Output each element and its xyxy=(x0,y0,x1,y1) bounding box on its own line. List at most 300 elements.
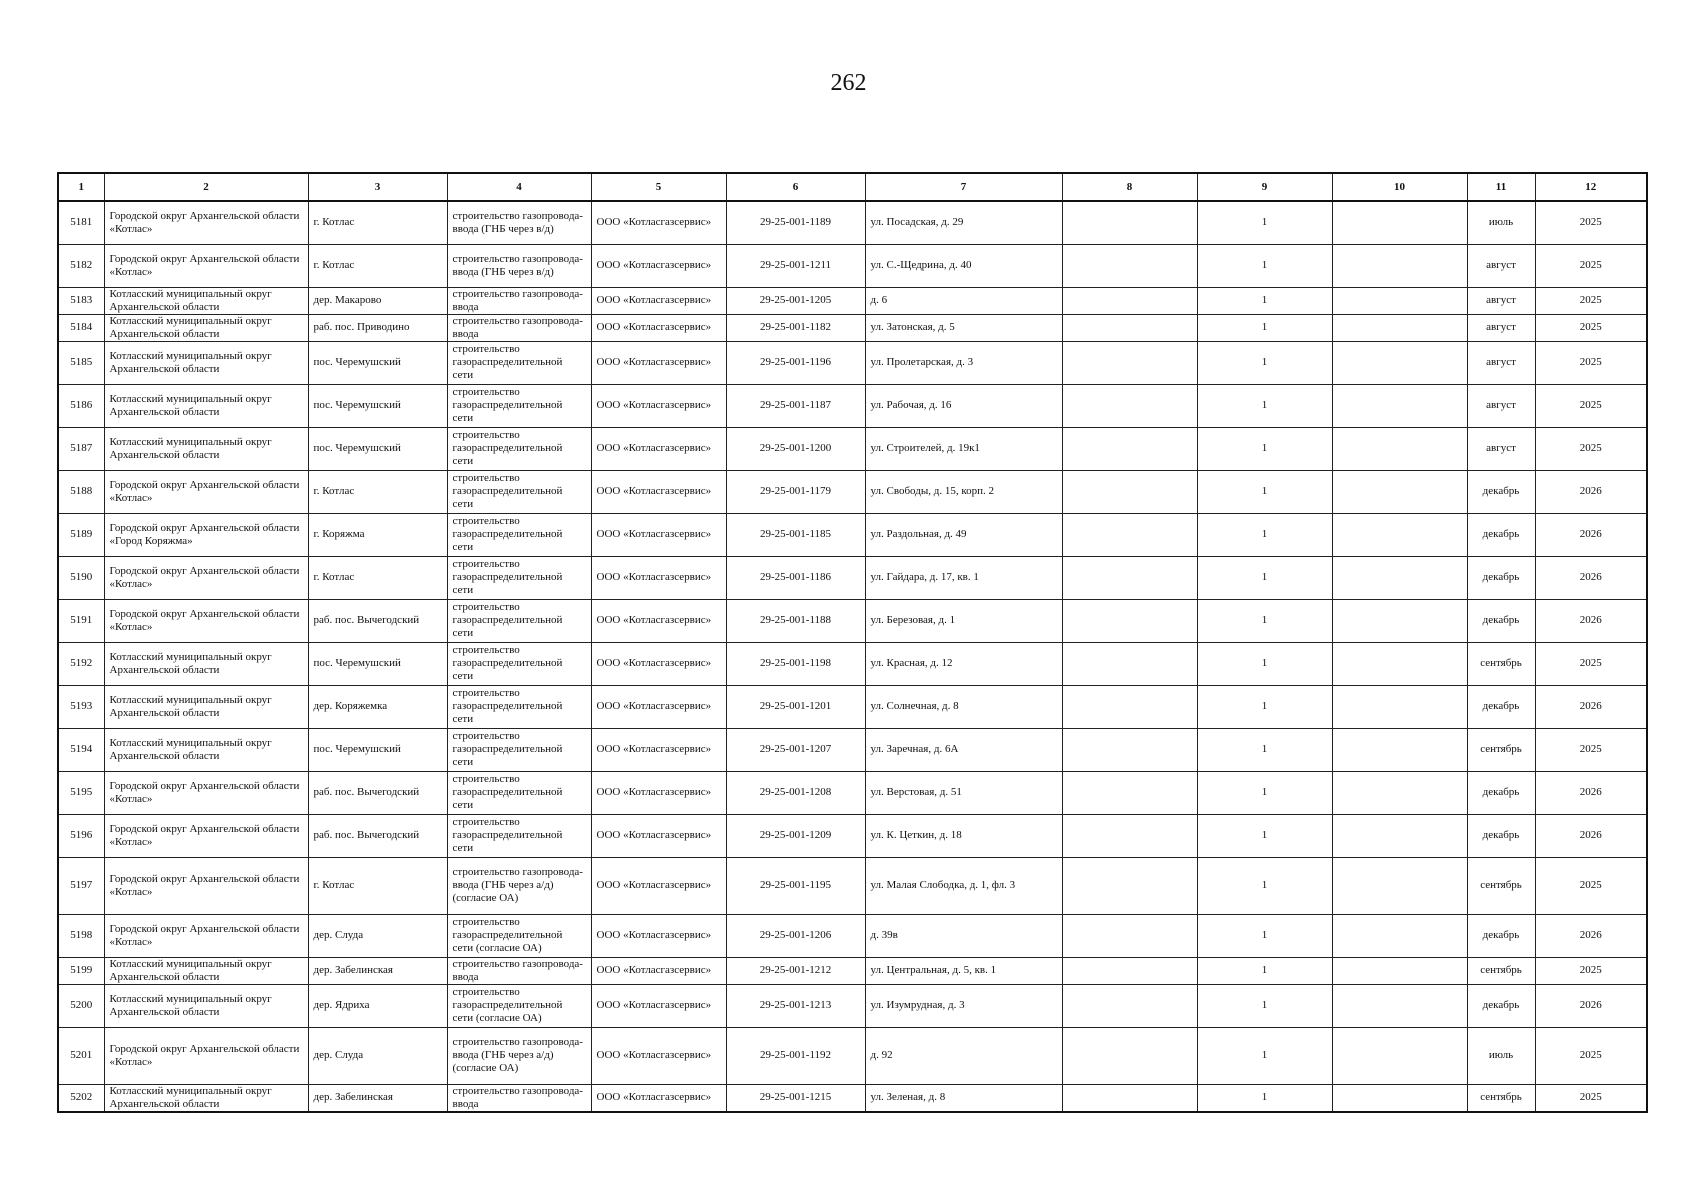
quantity-cell: 1 xyxy=(1197,984,1332,1027)
year-cell: 2026 xyxy=(1535,984,1647,1027)
quantity-cell: 1 xyxy=(1197,599,1332,642)
object-code-cell: 29-25-001-1195 xyxy=(726,857,865,914)
work-type-cell: строительство газораспределительной сети xyxy=(447,685,591,728)
quantity-cell: 1 xyxy=(1197,244,1332,287)
object-code-cell: 29-25-001-1213 xyxy=(726,984,865,1027)
locality-cell: г. Котлас xyxy=(308,201,447,244)
column-10-cell xyxy=(1332,857,1467,914)
table-row xyxy=(58,914,1647,957)
address-cell: ул. Заречная, д. 6А xyxy=(865,728,1062,771)
table-row xyxy=(58,728,1647,771)
locality-cell: дер. Забелинская xyxy=(308,957,447,984)
year-cell: 2026 xyxy=(1535,914,1647,957)
year-cell: 2025 xyxy=(1535,642,1647,685)
locality-cell: дер. Слуда xyxy=(308,914,447,957)
quantity-cell: 1 xyxy=(1197,341,1332,384)
row-number: 5190 xyxy=(58,556,104,599)
municipality-cell: Котласский муниципальный округ Архангельской области xyxy=(104,642,308,685)
column-header-6: 6 xyxy=(726,173,865,201)
organization-cell: ООО «Котласгазсервис» xyxy=(591,470,726,513)
column-8-cell xyxy=(1062,1027,1197,1084)
locality-cell: пос. Черемушский xyxy=(308,384,447,427)
column-8-cell xyxy=(1062,244,1197,287)
column-8-cell xyxy=(1062,957,1197,984)
address-cell: ул. Гайдара, д. 17, кв. 1 xyxy=(865,556,1062,599)
work-type-cell: строительство газопровода-ввода (ГНБ через в/д) xyxy=(447,244,591,287)
table-row xyxy=(58,556,1647,599)
organization-cell: ООО «Котласгазсервис» xyxy=(591,314,726,341)
object-code-cell: 29-25-001-1207 xyxy=(726,728,865,771)
column-8-cell xyxy=(1062,201,1197,244)
table-row xyxy=(58,427,1647,470)
locality-cell: г. Коряжма xyxy=(308,513,447,556)
locality-cell: пос. Черемушский xyxy=(308,427,447,470)
table-row xyxy=(58,857,1647,914)
quantity-cell: 1 xyxy=(1197,957,1332,984)
row-number: 5197 xyxy=(58,857,104,914)
locality-cell: пос. Черемушский xyxy=(308,341,447,384)
work-type-cell: строительство газораспределительной сети xyxy=(447,599,591,642)
organization-cell: ООО «Котласгазсервис» xyxy=(591,384,726,427)
column-header-11: 11 xyxy=(1467,173,1535,201)
object-code-cell: 29-25-001-1187 xyxy=(726,384,865,427)
column-8-cell xyxy=(1062,599,1197,642)
row-number: 5187 xyxy=(58,427,104,470)
locality-cell: раб. пос. Вычегодский xyxy=(308,771,447,814)
month-cell: август xyxy=(1467,314,1535,341)
year-cell: 2025 xyxy=(1535,201,1647,244)
table-row xyxy=(58,685,1647,728)
year-cell: 2025 xyxy=(1535,728,1647,771)
organization-cell: ООО «Котласгазсервис» xyxy=(591,201,726,244)
organization-cell: ООО «Котласгазсервис» xyxy=(591,642,726,685)
work-type-cell: строительство газораспределительной сети (согласие ОА) xyxy=(447,914,591,957)
month-cell: август xyxy=(1467,287,1535,314)
municipality-cell: Котласский муниципальный округ Архангельской области xyxy=(104,427,308,470)
quantity-cell: 1 xyxy=(1197,1084,1332,1112)
municipality-cell: Котласский муниципальный округ Архангельской области xyxy=(104,384,308,427)
column-8-cell xyxy=(1062,984,1197,1027)
locality-cell: пос. Черемушский xyxy=(308,728,447,771)
table-row xyxy=(58,201,1647,244)
month-cell: декабрь xyxy=(1467,814,1535,857)
organization-cell: ООО «Котласгазсервис» xyxy=(591,599,726,642)
address-cell: ул. Раздольная, д. 49 xyxy=(865,513,1062,556)
month-cell: декабрь xyxy=(1467,685,1535,728)
row-number: 5193 xyxy=(58,685,104,728)
object-code-cell: 29-25-001-1198 xyxy=(726,642,865,685)
municipality-cell: Котласский муниципальный округ Архангельской области xyxy=(104,1084,308,1112)
work-type-cell: строительство газораспределительной сети xyxy=(447,341,591,384)
column-8-cell xyxy=(1062,728,1197,771)
month-cell: декабрь xyxy=(1467,599,1535,642)
column-10-cell xyxy=(1332,914,1467,957)
row-number: 5201 xyxy=(58,1027,104,1084)
object-code-cell: 29-25-001-1205 xyxy=(726,287,865,314)
address-cell: ул. Верстовая, д. 51 xyxy=(865,771,1062,814)
row-number: 5199 xyxy=(58,957,104,984)
table-row xyxy=(58,771,1647,814)
table-row xyxy=(58,470,1647,513)
row-number: 5188 xyxy=(58,470,104,513)
quantity-cell: 1 xyxy=(1197,642,1332,685)
municipality-cell: Городской округ Архангельской области «Котлас» xyxy=(104,201,308,244)
column-8-cell xyxy=(1062,384,1197,427)
work-type-cell: строительство газопровода-ввода (ГНБ через а/д) (согласие ОА) xyxy=(447,857,591,914)
column-8-cell xyxy=(1062,914,1197,957)
column-10-cell xyxy=(1332,384,1467,427)
quantity-cell: 1 xyxy=(1197,513,1332,556)
municipality-cell: Котласский муниципальный округ Архангельской области xyxy=(104,728,308,771)
year-cell: 2025 xyxy=(1535,427,1647,470)
quantity-cell: 1 xyxy=(1197,685,1332,728)
object-code-cell: 29-25-001-1200 xyxy=(726,427,865,470)
locality-cell: г. Котлас xyxy=(308,556,447,599)
column-header-2: 2 xyxy=(104,173,308,201)
column-10-cell xyxy=(1332,984,1467,1027)
column-header-4: 4 xyxy=(447,173,591,201)
municipality-cell: Котласский муниципальный округ Архангельской области xyxy=(104,314,308,341)
organization-cell: ООО «Котласгазсервис» xyxy=(591,556,726,599)
locality-cell: раб. пос. Вычегодский xyxy=(308,814,447,857)
organization-cell: ООО «Котласгазсервис» xyxy=(591,427,726,470)
object-code-cell: 29-25-001-1211 xyxy=(726,244,865,287)
locality-cell: раб. пос. Вычегодский xyxy=(308,599,447,642)
municipality-cell: Городской округ Архангельской области «Котлас» xyxy=(104,814,308,857)
address-cell: ул. Посадская, д. 29 xyxy=(865,201,1062,244)
address-cell: д. 92 xyxy=(865,1027,1062,1084)
column-10-cell xyxy=(1332,287,1467,314)
column-header-9: 9 xyxy=(1197,173,1332,201)
address-cell: ул. Затонская, д. 5 xyxy=(865,314,1062,341)
month-cell: декабрь xyxy=(1467,914,1535,957)
year-cell: 2026 xyxy=(1535,470,1647,513)
month-cell: июль xyxy=(1467,1027,1535,1084)
object-code-cell: 29-25-001-1209 xyxy=(726,814,865,857)
year-cell: 2025 xyxy=(1535,957,1647,984)
address-cell: ул. Центральная, д. 5, кв. 1 xyxy=(865,957,1062,984)
work-type-cell: строительство газораспределительной сети xyxy=(447,814,591,857)
object-code-cell: 29-25-001-1188 xyxy=(726,599,865,642)
column-header-5: 5 xyxy=(591,173,726,201)
year-cell: 2025 xyxy=(1535,384,1647,427)
address-cell: ул. Березовая, д. 1 xyxy=(865,599,1062,642)
row-number: 5185 xyxy=(58,341,104,384)
municipality-cell: Городской округ Архангельской области «Котлас» xyxy=(104,771,308,814)
locality-cell: дер. Слуда xyxy=(308,1027,447,1084)
column-header-1: 1 xyxy=(58,173,104,201)
quantity-cell: 1 xyxy=(1197,287,1332,314)
work-type-cell: строительство газораспределительной сети xyxy=(447,427,591,470)
column-header-3: 3 xyxy=(308,173,447,201)
year-cell: 2025 xyxy=(1535,314,1647,341)
object-code-cell: 29-25-001-1192 xyxy=(726,1027,865,1084)
organization-cell: ООО «Котласгазсервис» xyxy=(591,771,726,814)
organization-cell: ООО «Котласгазсервис» xyxy=(591,728,726,771)
address-cell: ул. Рабочая, д. 16 xyxy=(865,384,1062,427)
column-10-cell xyxy=(1332,244,1467,287)
organization-cell: ООО «Котласгазсервис» xyxy=(591,513,726,556)
work-type-cell: строительство газораспределительной сети xyxy=(447,384,591,427)
table-row xyxy=(58,1084,1647,1112)
column-10-cell xyxy=(1332,814,1467,857)
locality-cell: дер. Макарово xyxy=(308,287,447,314)
row-number: 5198 xyxy=(58,914,104,957)
year-cell: 2025 xyxy=(1535,341,1647,384)
quantity-cell: 1 xyxy=(1197,314,1332,341)
locality-cell: г. Котлас xyxy=(308,857,447,914)
month-cell: август xyxy=(1467,341,1535,384)
object-code-cell: 29-25-001-1179 xyxy=(726,470,865,513)
column-8-cell xyxy=(1062,771,1197,814)
row-number: 5194 xyxy=(58,728,104,771)
column-header-8: 8 xyxy=(1062,173,1197,201)
quantity-cell: 1 xyxy=(1197,728,1332,771)
address-cell: ул. Свободы, д. 15, корп. 2 xyxy=(865,470,1062,513)
object-code-cell: 29-25-001-1206 xyxy=(726,914,865,957)
page-number: 262 xyxy=(830,70,867,96)
column-10-cell xyxy=(1332,1084,1467,1112)
row-number: 5189 xyxy=(58,513,104,556)
quantity-cell: 1 xyxy=(1197,427,1332,470)
column-10-cell xyxy=(1332,427,1467,470)
column-10-cell xyxy=(1332,771,1467,814)
quantity-cell: 1 xyxy=(1197,914,1332,957)
row-number: 5184 xyxy=(58,314,104,341)
month-cell: декабрь xyxy=(1467,513,1535,556)
column-8-cell xyxy=(1062,1084,1197,1112)
year-cell: 2026 xyxy=(1535,814,1647,857)
column-10-cell xyxy=(1332,1027,1467,1084)
municipality-cell: Котласский муниципальный округ Архангельской области xyxy=(104,341,308,384)
column-10-cell xyxy=(1332,556,1467,599)
work-type-cell: строительство газопровода-ввода (ГНБ через в/д) xyxy=(447,201,591,244)
column-8-cell xyxy=(1062,556,1197,599)
object-code-cell: 29-25-001-1185 xyxy=(726,513,865,556)
address-cell: ул. С.-Щедрина, д. 40 xyxy=(865,244,1062,287)
month-cell: сентябрь xyxy=(1467,642,1535,685)
work-type-cell: строительство газораспределительной сети xyxy=(447,513,591,556)
object-code-cell: 29-25-001-1189 xyxy=(726,201,865,244)
month-cell: сентябрь xyxy=(1467,857,1535,914)
column-8-cell xyxy=(1062,685,1197,728)
municipality-cell: Городской округ Архангельской области «Котлас» xyxy=(104,470,308,513)
month-cell: август xyxy=(1467,427,1535,470)
table-row xyxy=(58,984,1647,1027)
column-8-cell xyxy=(1062,287,1197,314)
data-table xyxy=(57,172,1648,1113)
month-cell: сентябрь xyxy=(1467,1084,1535,1112)
table-header-row xyxy=(58,173,1647,201)
municipality-cell: Городской округ Архангельской области «Котлас» xyxy=(104,556,308,599)
municipality-cell: Городской округ Архангельской области «Город Коряжма» xyxy=(104,513,308,556)
municipality-cell: Городской округ Архангельской области «Котлас» xyxy=(104,1027,308,1084)
column-header-12: 12 xyxy=(1535,173,1647,201)
organization-cell: ООО «Котласгазсервис» xyxy=(591,1084,726,1112)
month-cell: август xyxy=(1467,244,1535,287)
work-type-cell: строительство газораспределительной сети xyxy=(447,642,591,685)
row-number: 5182 xyxy=(58,244,104,287)
column-header-7: 7 xyxy=(865,173,1062,201)
locality-cell: дер. Коряжемка xyxy=(308,685,447,728)
month-cell: декабрь xyxy=(1467,984,1535,1027)
quantity-cell: 1 xyxy=(1197,201,1332,244)
year-cell: 2025 xyxy=(1535,857,1647,914)
month-cell: июль xyxy=(1467,201,1535,244)
object-code-cell: 29-25-001-1212 xyxy=(726,957,865,984)
work-type-cell: строительство газопровода-ввода xyxy=(447,1084,591,1112)
object-code-cell: 29-25-001-1186 xyxy=(726,556,865,599)
organization-cell: ООО «Котласгазсервис» xyxy=(591,1027,726,1084)
column-10-cell xyxy=(1332,314,1467,341)
month-cell: сентябрь xyxy=(1467,957,1535,984)
object-code-cell: 29-25-001-1215 xyxy=(726,1084,865,1112)
row-number: 5196 xyxy=(58,814,104,857)
column-10-cell xyxy=(1332,957,1467,984)
organization-cell: ООО «Котласгазсервис» xyxy=(591,244,726,287)
quantity-cell: 1 xyxy=(1197,384,1332,427)
row-number: 5192 xyxy=(58,642,104,685)
month-cell: декабрь xyxy=(1467,556,1535,599)
year-cell: 2025 xyxy=(1535,1027,1647,1084)
work-type-cell: строительство газопровода-ввода xyxy=(447,957,591,984)
year-cell: 2026 xyxy=(1535,685,1647,728)
row-number: 5200 xyxy=(58,984,104,1027)
column-8-cell xyxy=(1062,513,1197,556)
object-code-cell: 29-25-001-1182 xyxy=(726,314,865,341)
month-cell: сентябрь xyxy=(1467,728,1535,771)
work-type-cell: строительство газораспределительной сети xyxy=(447,556,591,599)
column-10-cell xyxy=(1332,201,1467,244)
quantity-cell: 1 xyxy=(1197,470,1332,513)
column-10-cell xyxy=(1332,513,1467,556)
year-cell: 2026 xyxy=(1535,771,1647,814)
work-type-cell: строительство газораспределительной сети xyxy=(447,771,591,814)
organization-cell: ООО «Котласгазсервис» xyxy=(591,685,726,728)
year-cell: 2025 xyxy=(1535,1084,1647,1112)
row-number: 5183 xyxy=(58,287,104,314)
address-cell: д. 6 xyxy=(865,287,1062,314)
row-number: 5202 xyxy=(58,1084,104,1112)
work-type-cell: строительство газораспределительной сети xyxy=(447,728,591,771)
year-cell: 2025 xyxy=(1535,244,1647,287)
column-8-cell xyxy=(1062,314,1197,341)
municipality-cell: Городской округ Архангельской области «Котлас» xyxy=(104,599,308,642)
quantity-cell: 1 xyxy=(1197,771,1332,814)
column-10-cell xyxy=(1332,728,1467,771)
quantity-cell: 1 xyxy=(1197,556,1332,599)
work-type-cell: строительство газопровода-ввода xyxy=(447,314,591,341)
table-row xyxy=(58,244,1647,287)
column-10-cell xyxy=(1332,685,1467,728)
organization-cell: ООО «Котласгазсервис» xyxy=(591,957,726,984)
quantity-cell: 1 xyxy=(1197,857,1332,914)
table-row xyxy=(58,287,1647,314)
address-cell: ул. Пролетарская, д. 3 xyxy=(865,341,1062,384)
organization-cell: ООО «Котласгазсервис» xyxy=(591,984,726,1027)
address-cell: д. 39в xyxy=(865,914,1062,957)
address-cell: ул. Солнечная, д. 8 xyxy=(865,685,1062,728)
table-row xyxy=(58,341,1647,384)
column-8-cell xyxy=(1062,857,1197,914)
row-number: 5186 xyxy=(58,384,104,427)
address-cell: ул. Малая Слободка, д. 1, фл. 3 xyxy=(865,857,1062,914)
address-cell: ул. Изумрудная, д. 3 xyxy=(865,984,1062,1027)
row-number: 5181 xyxy=(58,201,104,244)
object-code-cell: 29-25-001-1208 xyxy=(726,771,865,814)
month-cell: декабрь xyxy=(1467,771,1535,814)
column-10-cell xyxy=(1332,341,1467,384)
year-cell: 2026 xyxy=(1535,513,1647,556)
municipality-cell: Котласский муниципальный округ Архангельской области xyxy=(104,287,308,314)
table-row xyxy=(58,599,1647,642)
work-type-cell: строительство газопровода-ввода xyxy=(447,287,591,314)
column-8-cell xyxy=(1062,642,1197,685)
organization-cell: ООО «Котласгазсервис» xyxy=(591,287,726,314)
municipality-cell: Городской округ Архангельской области «Котлас» xyxy=(104,857,308,914)
locality-cell: раб. пос. Приводино xyxy=(308,314,447,341)
address-cell: ул. Строителей, д. 19к1 xyxy=(865,427,1062,470)
work-type-cell: строительство газораспределительной сети (согласие ОА) xyxy=(447,984,591,1027)
column-8-cell xyxy=(1062,470,1197,513)
table-row xyxy=(58,384,1647,427)
locality-cell: пос. Черемушский xyxy=(308,642,447,685)
object-code-cell: 29-25-001-1196 xyxy=(726,341,865,384)
table-row xyxy=(58,814,1647,857)
column-8-cell xyxy=(1062,814,1197,857)
column-10-cell xyxy=(1332,470,1467,513)
table-body xyxy=(58,201,1647,1112)
quantity-cell: 1 xyxy=(1197,814,1332,857)
column-10-cell xyxy=(1332,599,1467,642)
municipality-cell: Котласский муниципальный округ Архангельской области xyxy=(104,984,308,1027)
work-type-cell: строительство газораспределительной сети xyxy=(447,470,591,513)
organization-cell: ООО «Котласгазсервис» xyxy=(591,857,726,914)
address-cell: ул. К. Цеткин, д. 18 xyxy=(865,814,1062,857)
locality-cell: г. Котлас xyxy=(308,244,447,287)
municipality-cell: Городской округ Архангельской области «Котлас» xyxy=(104,914,308,957)
municipality-cell: Котласский муниципальный округ Архангельской области xyxy=(104,685,308,728)
month-cell: август xyxy=(1467,384,1535,427)
organization-cell: ООО «Котласгазсервис» xyxy=(591,814,726,857)
table-row xyxy=(58,314,1647,341)
municipality-cell: Котласский муниципальный округ Архангельской области xyxy=(104,957,308,984)
year-cell: 2026 xyxy=(1535,556,1647,599)
locality-cell: дер. Ядриха xyxy=(308,984,447,1027)
work-type-cell: строительство газопровода-ввода (ГНБ через а/д) (согласие ОА) xyxy=(447,1027,591,1084)
year-cell: 2025 xyxy=(1535,287,1647,314)
locality-cell: г. Котлас xyxy=(308,470,447,513)
locality-cell: дер. Забелинская xyxy=(308,1084,447,1112)
quantity-cell: 1 xyxy=(1197,1027,1332,1084)
table-row xyxy=(58,1027,1647,1084)
organization-cell: ООО «Котласгазсервис» xyxy=(591,914,726,957)
address-cell: ул. Зеленая, д. 8 xyxy=(865,1084,1062,1112)
column-8-cell xyxy=(1062,341,1197,384)
object-code-cell: 29-25-001-1201 xyxy=(726,685,865,728)
table-row xyxy=(58,957,1647,984)
column-8-cell xyxy=(1062,427,1197,470)
organization-cell: ООО «Котласгазсервис» xyxy=(591,341,726,384)
address-cell: ул. Красная, д. 12 xyxy=(865,642,1062,685)
year-cell: 2026 xyxy=(1535,599,1647,642)
month-cell: декабрь xyxy=(1467,470,1535,513)
table-row xyxy=(58,642,1647,685)
table-row xyxy=(58,513,1647,556)
column-header-10: 10 xyxy=(1332,173,1467,201)
column-10-cell xyxy=(1332,642,1467,685)
row-number: 5195 xyxy=(58,771,104,814)
